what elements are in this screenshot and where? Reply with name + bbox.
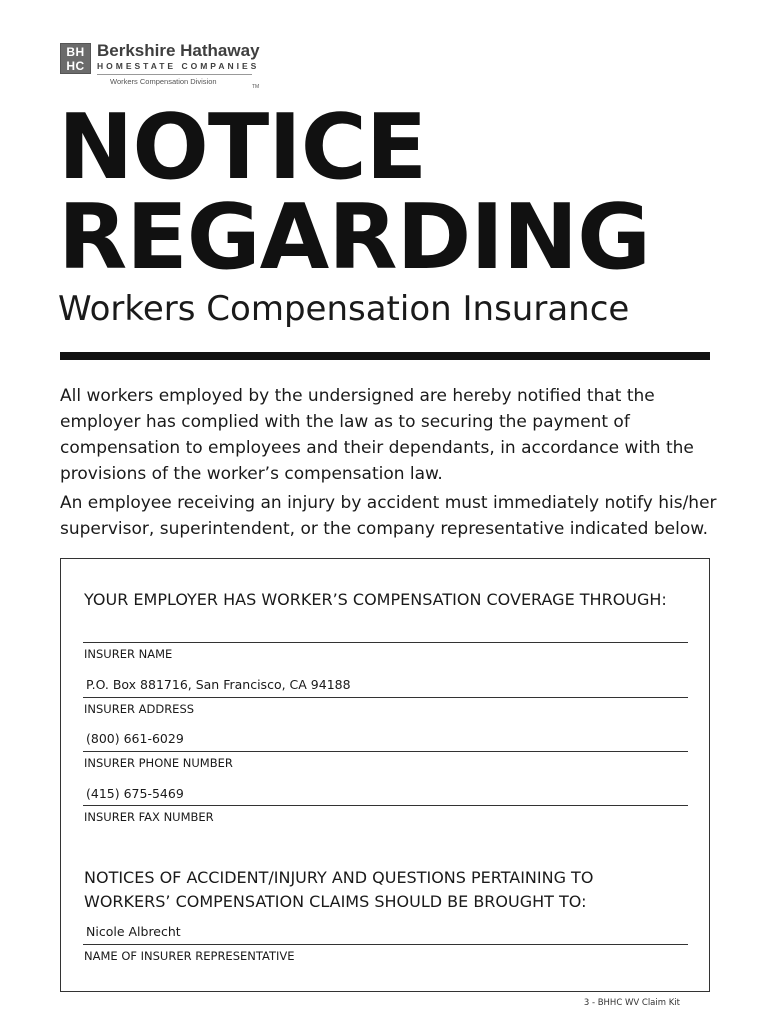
insurer-name-line: [83, 642, 688, 643]
representative-value[interactable]: Nicole Albrecht: [86, 924, 181, 939]
insurer-fax-line: [83, 805, 688, 806]
notices-heading-line2: WORKERS’ COMPENSATION CLAIMS SHOULD BE BROUGHT TO:: [84, 892, 587, 911]
notice-paragraph-2: An employee receiving an injury by accident must immediately notify his/her supervisor, superintendent, or the company representative indicated below.: [60, 493, 717, 539]
insurer-fax-field[interactable]: [83, 772, 688, 832]
logo-trademark: TM: [252, 84, 260, 90]
insurer-phone-field[interactable]: [83, 718, 688, 778]
insurer-phone-value[interactable]: (800) 661-6029: [86, 731, 184, 746]
page-title-line2: REGARDING: [58, 185, 650, 290]
notice-paragraph-1: All workers employed by the undersigned are hereby notified that the employer has complied with the law as to securing the payment of compensation to employees and their dependants, in accordance with the provisions of the worker’s compensation law.: [60, 386, 694, 484]
insurer-phone-line: [83, 751, 688, 752]
logo-mark: [60, 43, 91, 74]
coverage-form-box: [60, 558, 710, 992]
insurer-address-value[interactable]: P.O. Box 881716, San Francisco, CA 94188: [86, 677, 351, 692]
insurer-address-line: [83, 697, 688, 698]
insurer-fax-value[interactable]: (415) 675-5469: [86, 786, 184, 801]
title-divider: [60, 352, 710, 360]
company-logo: [60, 43, 260, 93]
representative-line: [83, 944, 688, 945]
logo-divider: [97, 74, 252, 75]
notices-heading-line1: NOTICES OF ACCIDENT/INJURY AND QUESTIONS PERTAINING TO: [84, 868, 594, 887]
coverage-heading: YOUR EMPLOYER HAS WORKER’S COMPENSATION COVERAGE THROUGH:: [84, 590, 667, 609]
insurer-name-field[interactable]: [83, 609, 688, 669]
page-footer: 3 - BHHC WV Claim Kit: [583, 998, 680, 1008]
page-title-line1: NOTICE: [58, 95, 427, 200]
insurer-address-label: INSURER ADDRESS: [84, 702, 195, 716]
insurer-address-field[interactable]: [83, 664, 688, 724]
logo-division: Workers Compensation Division: [110, 77, 217, 86]
page-subtitle: Workers Compensation Insurance: [58, 289, 630, 329]
insurer-fax-label: INSURER FAX NUMBER: [84, 810, 214, 824]
insurer-phone-label: INSURER PHONE NUMBER: [84, 756, 233, 770]
logo-mark-top: BH: [66, 45, 85, 59]
notices-heading: [84, 866, 593, 914]
logo-subline: HOMESTATE COMPANIES: [97, 61, 260, 71]
logo-company-name: Berkshire Hathaway: [97, 41, 260, 60]
representative-label: NAME OF INSURER REPRESENTATIVE: [84, 949, 295, 963]
logo-mark-bottom: HC: [66, 59, 85, 73]
insurer-name-label: INSURER NAME: [84, 647, 173, 661]
representative-field[interactable]: [83, 911, 688, 971]
